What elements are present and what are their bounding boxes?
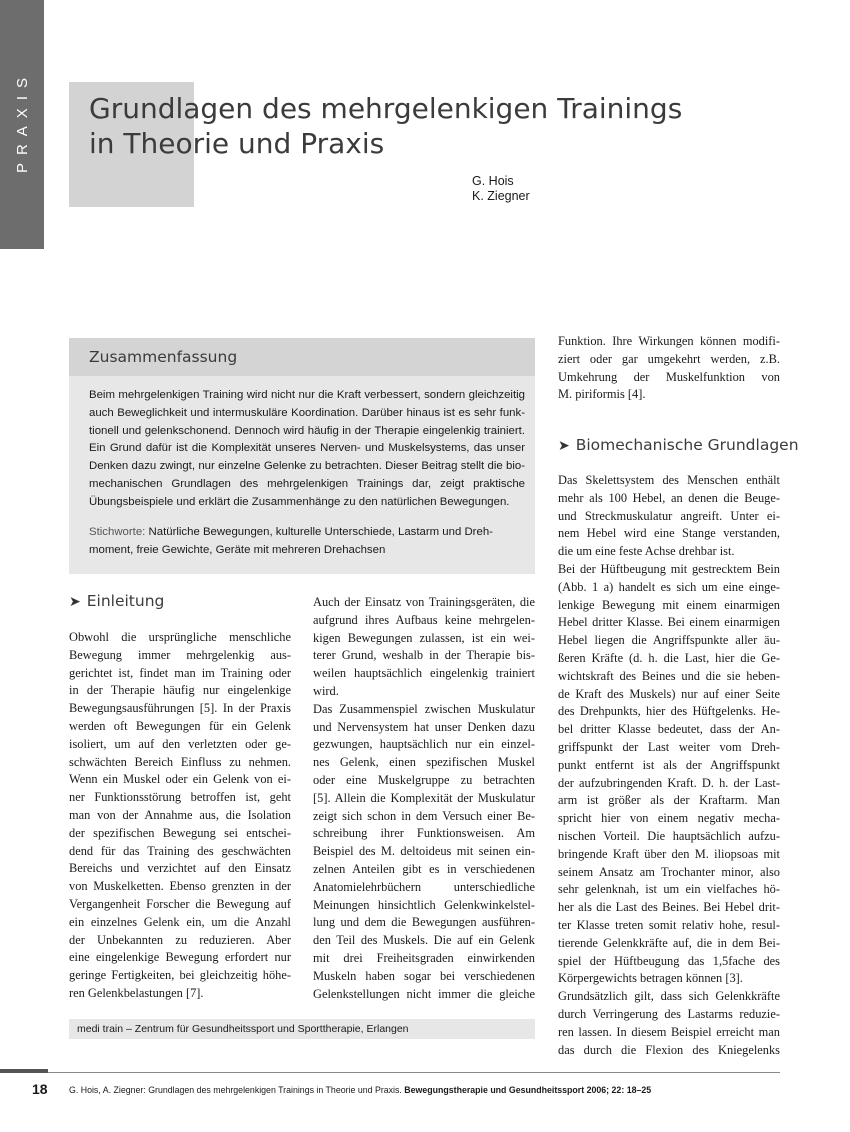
abstract-line: tionell und gelenkschonend. Dennoch wird häufig in der Therapie eingelenkig trainiert. (89, 424, 525, 437)
arrow-icon: ➤ (69, 594, 81, 610)
footer-accent-bar (0, 1069, 48, 1073)
section-label: PRAXIS (13, 70, 31, 174)
citation: G. Hois, A. Ziegner: Grundlagen des mehrgelenkigen Trainings in Theorie und Praxis. Bewegungstherapie und Gesundheitssport 2006; 22: 18–25 (69, 1085, 652, 1095)
abstract-line: mechanischen Grundlagen des mehrgelenkigen Trainings dar, zeigt praktische (89, 477, 525, 490)
abstract-line: Beim mehrgelenkigen Training wird nicht nur die Kraft verbessert, sondern gleichzeitig (89, 389, 525, 401)
column-1-text: Obwohl die ursprüngliche menschliche Bewegung immer mehrgelenkig aus- gerichtet ist, findet man im Training oder in der Therapie häufig nur eingelenkige Bewegungsausführungen [5]. In der Praxis werden oft Bewegungen für ein Gelenk isoliert, um auf den verletzten oder ge- schwächten Bereich Einfluss zu nehmen. Wenn ein Muskel oder ein Gelenk von ei- ner Funktionsstörung betroffen ist, geht man von der Annahme aus, die Isolation der spezifischen Bewegung sei entschei- dend für das Training des geschwächten Bereichs und verzichtet auf den Einsatz von Muskelketten. Ebenso grenzten in der Vergangenheit Forscher die Bewegung auf ein einzelnes Gelenk ein, um die Anzahl der Unbekannten zu reduzieren. Aber eine eingelenkige Bewegung erfordert nur geringe Fertigkeiten, bei gleichzeitig höhe- ren Gelenkbelastungen [7]. (69, 630, 291, 1000)
keywords-text: moment, freie Gewichte, Geräte mit mehreren Drehachsen (89, 543, 386, 556)
abstract-line: Ein Grund dafür ist die Komplexität unseres Nerven- und Muskelsystems, das unser (89, 442, 525, 455)
affiliation: medi train – Zentrum für Gesundheitssport und Sporttherapie, Erlangen (69, 1019, 535, 1039)
abstract-title: Zusammenfassung (89, 348, 238, 366)
abstract-line: Übungsbeispiele und erklärt die Zusammenhänge zu den natürlichen Bewegungen. (89, 495, 510, 508)
article-title (89, 91, 789, 161)
abstract-text (89, 387, 525, 512)
title-line-2: in Theorie und Praxis (89, 127, 385, 160)
column-2-text: Auch der Einsatz von Trainingsgeräten, die aufgrund ihres Aufbaus keine mehrgelen- kigen Bewegungen zulassen, ist ein wei- terer Grund, weshalb in der Therapie bis- weilen hauptsächlich eingelenkig trainiert wird. Das Zusammenspiel zwischen Muskulatur und Nervensystem hat unser Denken dazu gezwungen, hauptsächlich nur ein einzel- nes Gelenk, einen spezifischen Muskel oder eine Muskelgruppe zu betrachten [5]. Allein die Komplexität der Muskulatur zeigt sich schon in dem Versuch einer Be- schreibung ihrer Funktionsweisen. Am Beispiel des M. deltoideus mit seinen ein- zelnen Anteilen gibt es in verschiedenen Anatomielehrbüchern unterschiedliche Meinungen hinsichtlich Gelenkwinkelstel- lung und dem die Bewegungen ausführen- den Teil des Muskels. Die auf ein Gelenk mit drei Freiheitsgraden einwirkenden Muskeln haben sogar bei verschiedenen Gelenkstellungen nicht immer die gleiche (313, 595, 535, 1001)
author-list (472, 174, 530, 204)
author-name: G. Hois (472, 174, 514, 188)
abstract-line: Denken dazu zwingt, nur einzelne Gelenke zu betrachten. Dieser Beitrag stellt die bio- (89, 460, 525, 473)
section-heading-biomechanik: ➤ Biomechanische Grundlagen (558, 436, 799, 454)
keywords-label: Stichworte: (89, 526, 146, 538)
abstract-header (69, 338, 535, 376)
column-3-text-top: Funktion. Ihre Wirkungen können modifi- ziert oder gar umgekehrt werden, z.B. Umkehrung der Muskelfunktion von M. piriformis [4]. (558, 334, 780, 402)
keywords (89, 524, 525, 560)
section-heading-einleitung: ➤ Einleitung (69, 592, 165, 610)
page-number: 18 (32, 1081, 48, 1097)
abstract-box (69, 338, 535, 574)
column-3-text: Das Skelettsystem des Menschen enthält mehr als 100 Hebel, an denen die Beuge- und Streckmuskulatur angreift. Unter ei- nem Hebel wird eine Stange verstanden, die um eine feste Achse drehbar ist. Bei der Hüftbeugung mit gestrecktem Bein (Abb. 1 a) handelt es sich um eine einge- lenkige Bewegung mit einem einarmigen Hebel dritter Klasse. Bei einem einarmigen Hebel liegen die Angriffspunkte aller äu- ßeren Kräfte (d. h. die Last, hier die Ge- wichtskraft des Beines und die sie heben- de Kraft des Muskels) nur auf einer Seite des Drehpunkts, hier des Hüftgelenks. He- bel dritter Klasse bedeutet, dass der An- griffspunkt der Last weiter vom Dreh- punkt entfernt ist als der Angriffspunkt der aufzubringenden Kraft. D. h. der Last- arm ist größer als der Kraftarm. Man spricht hier von einem negativ mecha- nischen Vorteil. Die hauptsächlich aufzu- bringende Kraft über den M. iliopsoas mit seinem Ansatz am Trochanter minor, also sehr gelenknah, ist um ein vielfaches hö- her als die Last des Beines. Bei Hebel drit- ter Klasse treten somit relativ hohe, resul- tierende Gelenkkräfte auf, die in dem Bei- spiel der Hüftbeugung das 1,5fache des Körpergewichts betragen können [3]. Grundsätzlich gilt, dass sich Gelenkkräfte durch Verringerung des Lastarms reduzie- ren lassen. In diesem Beispiel erreicht man das durch die Flexion des Kniegelenks (558, 473, 780, 1057)
arrow-icon: ➤ (558, 438, 570, 454)
title-line-1: Grundlagen des mehrgelenkigen Trainings (89, 92, 683, 125)
journal-reference: Bewegungstherapie und Gesundheitssport 2006; 22: 18–25 (404, 1085, 652, 1095)
keywords-text: Natürliche Bewegungen, kulturelle Unterschiede, Lastarm und Dreh- (145, 526, 493, 538)
section-sidebar (0, 0, 44, 249)
author-name: K. Ziegner (472, 189, 530, 203)
abstract-line: auch Beweglichkeit und intermuskuläre Koordination. Darüber hinaus ist es sehr funk- (89, 406, 525, 419)
footer-rule (48, 1072, 780, 1073)
